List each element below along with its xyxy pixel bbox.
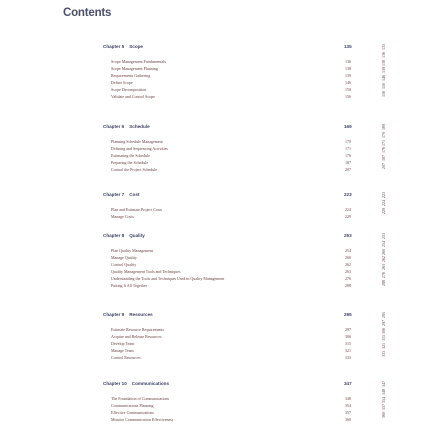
margin-page-number: 253 <box>381 233 386 239</box>
toc-entry-page-number: 315 <box>345 341 351 346</box>
chapter-page-number: 135 <box>344 44 352 49</box>
toc-entry-page-number: 138 <box>345 66 351 71</box>
margin-page-number: 288 <box>381 279 386 286</box>
margin-page-number: 333 <box>381 351 386 357</box>
chapter-title: Quality <box>129 233 145 238</box>
toc-entry-page-number: 263 <box>345 269 351 274</box>
toc-entry[interactable]: Effective Communications <box>111 410 154 415</box>
toc-entry-page-number: 207 <box>345 167 351 172</box>
margin-page-number: 263 <box>381 264 386 271</box>
toc-entry[interactable]: Define Scope <box>111 80 133 85</box>
toc-entry[interactable]: Acquire and Release Resources <box>111 334 162 339</box>
toc-entry[interactable]: Develop Team <box>111 341 135 346</box>
margin-page-number: 169 <box>381 124 386 130</box>
toc-entry-page-number: 357 <box>345 410 351 415</box>
margin-page-number: 139 <box>381 67 386 74</box>
toc-entry-page-number: 146 <box>345 80 351 85</box>
margin-page-number: 150 <box>381 83 386 89</box>
toc-entry[interactable]: Manage Quality <box>111 255 137 260</box>
margin-page-number: 360 <box>381 412 386 419</box>
chapter-title: Resources <box>129 312 153 317</box>
chapter-heading[interactable] <box>103 381 403 387</box>
chapter-heading[interactable] <box>103 124 403 130</box>
chapter-label: Chapter 6 <box>103 124 125 129</box>
toc-entry-page-number: 176 <box>345 153 351 158</box>
toc-entry-page-number: 288 <box>345 283 351 288</box>
margin-page-number: 171 <box>381 139 386 146</box>
chapter-title: Cost <box>129 192 140 197</box>
toc-entry-page-number: 254 <box>345 248 351 253</box>
margin-page-number: 348 <box>381 388 386 395</box>
toc-entry[interactable]: Scope Management Fundamentals <box>111 59 167 64</box>
toc-entry[interactable]: Communications Planning <box>111 403 154 408</box>
chapter-heading[interactable] <box>103 312 403 318</box>
toc-entry[interactable]: Manage Costs <box>111 214 134 219</box>
toc-entry[interactable]: Understanding the Tools and Techniques Used in Quality Management <box>111 276 225 281</box>
margin-page-number: 136 <box>381 51 386 58</box>
margin-page-number: 224 <box>381 199 386 206</box>
margin-page-number: 260 <box>381 248 386 255</box>
chapter-title: Scope <box>129 44 143 49</box>
toc-entry[interactable]: Requirements Gathering <box>111 73 151 78</box>
chapter-heading[interactable] <box>103 192 403 198</box>
toc-entry[interactable]: Scope Management Planning <box>111 66 158 71</box>
toc-entry[interactable]: Defining and Sequencing Activities <box>111 146 168 151</box>
margin-page-number: 176 <box>381 147 386 154</box>
toc-entry-page-number: 321 <box>345 348 351 353</box>
chapter-label: Chapter 10 <box>103 381 127 386</box>
toc-entry-page-number: 306 <box>345 334 351 339</box>
toc-entry-page-number: 170 <box>345 139 351 144</box>
margin-page-number: 229 <box>381 207 386 214</box>
margin-page-number: 156 <box>381 90 386 97</box>
toc-entry[interactable]: Control Resources <box>111 355 141 360</box>
toc-entry[interactable]: Estimate Resource Requirements <box>111 327 165 332</box>
toc-entry-page-number: 262 <box>345 262 351 267</box>
toc-entry[interactable]: Scope Decomposition <box>111 87 147 92</box>
chapter-label: Chapter 9 <box>103 312 125 317</box>
toc-entry-page-number: 171 <box>345 146 351 151</box>
toc-entry[interactable]: Validate and Control Scope <box>111 94 155 99</box>
margin-page-number: 297 <box>381 319 386 326</box>
toc-entry[interactable]: Manage Team <box>111 348 134 353</box>
toc-entry-page-number: 224 <box>345 207 351 212</box>
chapter-heading[interactable] <box>103 233 403 239</box>
toc-entry-page-number: 229 <box>345 214 351 219</box>
chapter-page-number: 347 <box>344 381 352 386</box>
chapter-page-number: 253 <box>344 233 352 238</box>
toc-entry-page-number: 150 <box>345 87 351 92</box>
toc-entry-page-number: 139 <box>345 73 351 78</box>
margin-page-number: 135 <box>381 44 386 50</box>
margin-page-number: 254 <box>381 240 386 247</box>
toc-entry-page-number: 260 <box>345 255 351 260</box>
toc-entry[interactable]: Control Quality <box>111 262 137 267</box>
chapter-heading[interactable] <box>103 44 403 50</box>
margin-page-number: 138 <box>381 59 386 66</box>
toc-entry-page-number: 354 <box>345 403 351 408</box>
toc-entry[interactable]: Monitor Communication Effectiveness <box>111 417 174 422</box>
margin-page-number: 321 <box>381 343 386 350</box>
chapter-title: Schedule <box>129 124 150 129</box>
toc-entry[interactable]: Estimating the Schedule <box>111 153 150 158</box>
toc-entry[interactable]: Plan and Estimate Project Costs <box>111 207 163 212</box>
chapter-page-number: 169 <box>344 124 352 129</box>
toc-entry[interactable]: Planning Schedule Management <box>111 139 163 144</box>
toc-entry[interactable]: Quality Management Tools and Techniques <box>111 269 181 274</box>
toc-entry[interactable]: Control the Project Schedule <box>111 167 158 172</box>
chapter-label: Chapter 8 <box>103 233 125 238</box>
chapter-page-number: 223 <box>344 192 352 197</box>
margin-page-number: 347 <box>381 381 386 387</box>
margin-page-number: 223 <box>381 192 386 198</box>
margin-page-number: 295 <box>381 312 386 318</box>
margin-page-number: 354 <box>381 396 386 403</box>
toc-entry[interactable]: The Foundation of Communications <box>111 396 170 401</box>
margin-page-number: 170 <box>381 131 386 138</box>
toc-entry-page-number: 348 <box>345 396 351 401</box>
toc-entry-page-number: 187 <box>345 160 351 165</box>
margin-page-number: 146 <box>381 75 386 82</box>
toc-entry[interactable]: Plan Quality Management <box>111 248 153 253</box>
chapter-label: Chapter 7 <box>103 192 125 197</box>
toc-entry-page-number: 297 <box>345 327 351 332</box>
toc-entry-page-number: 136 <box>345 59 351 64</box>
margin-page-number: 276 <box>381 272 386 278</box>
chapter-label: Chapter 5 <box>103 44 125 49</box>
margin-page-number: 315 <box>381 335 386 342</box>
toc-entry[interactable]: Putting It All Together <box>111 283 147 288</box>
toc-entry-page-number: 333 <box>345 355 351 360</box>
chapter-title: Communications <box>131 381 170 386</box>
page-title: Contents <box>63 7 112 19</box>
toc-entry-page-number: 360 <box>345 417 351 422</box>
toc-entry-page-number: 156 <box>345 94 351 99</box>
margin-page-number: 262 <box>381 256 386 263</box>
margin-page-number: 187 <box>381 155 386 162</box>
margin-page-number: 357 <box>381 404 386 411</box>
chapter-page-number: 295 <box>344 312 352 317</box>
margin-page-number: 207 <box>381 163 386 169</box>
margin-page-number: 306 <box>381 327 386 334</box>
toc-entry[interactable]: Preparing the Schedule <box>111 160 149 165</box>
toc-entry-page-number: 276 <box>345 276 351 281</box>
